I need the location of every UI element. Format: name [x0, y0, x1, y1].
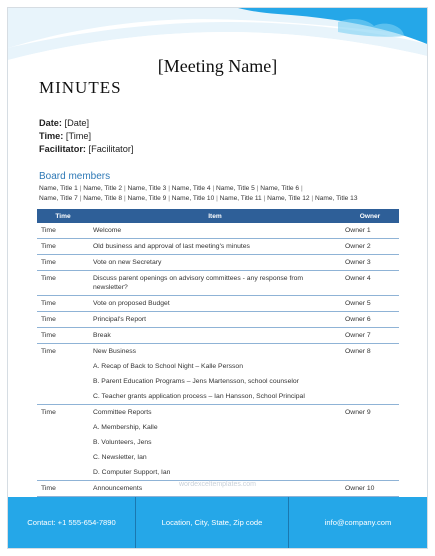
board-member: Name, Title 2 — [83, 185, 123, 192]
agenda-item-cell — [89, 271, 341, 296]
column-header-item: Item — [89, 209, 341, 223]
footer-bar — [8, 497, 427, 548]
column-header-owner: Owner — [341, 209, 399, 223]
meeting-name-title: [Meeting Name] — [157, 56, 278, 76]
column-header-time: Time — [37, 209, 89, 223]
agenda-subitem: B. Volunteers, Jens — [93, 439, 152, 446]
separator: | — [254, 185, 261, 192]
document-page — [8, 8, 427, 548]
date-line — [39, 117, 133, 130]
separator: | — [77, 185, 84, 192]
separator: | — [77, 195, 84, 202]
agenda-subitem: A. Recap of Back to School Night – Kalle Persson — [93, 363, 243, 370]
board-member: Name, Title 5 — [216, 185, 255, 192]
board-members-heading: Board members — [39, 171, 111, 182]
separator: | — [309, 195, 315, 202]
agenda-item: Committee Reports — [93, 409, 152, 416]
separator: | — [261, 195, 268, 202]
agenda-owner: Owner 5 — [341, 296, 399, 312]
footer-location: Location, City, State, Zip code — [135, 497, 289, 548]
board-member: Name, Title 8 — [83, 195, 123, 202]
agenda-row — [37, 328, 399, 344]
agenda-item: Vote on new Secretary — [93, 259, 162, 266]
agenda-time: Time — [37, 312, 89, 328]
board-members-list — [39, 184, 409, 204]
separator: | — [122, 195, 128, 202]
board-members-line — [39, 194, 409, 204]
agenda-item-cell — [89, 296, 341, 312]
agenda-header-row — [37, 209, 399, 223]
agenda-item-cell — [89, 255, 341, 271]
board-member: Name, Title 13 — [314, 195, 358, 202]
board-member: Name, Title 11 — [219, 195, 262, 202]
time-value: [Time] — [65, 131, 92, 141]
agenda-item: New Business — [93, 348, 137, 355]
agenda-time: Time — [37, 255, 89, 271]
agenda-owner: Owner 6 — [341, 312, 399, 328]
agenda-time: Time — [37, 223, 89, 239]
agenda-time: Time — [37, 328, 89, 344]
agenda-subitem: C. Teacher grants application process – Ian Hansson, School Principal — [93, 393, 305, 400]
board-member: Name, Title 1 — [39, 185, 78, 192]
footer-contact: Contact: +1 555-654-7890 — [27, 518, 116, 527]
agenda-owner: Owner 3 — [341, 255, 399, 271]
board-member: Name, Title 9 — [127, 195, 167, 202]
agenda-item: Discuss parent openings on advisory committees - any response from newsletter? — [93, 275, 304, 291]
agenda-time: Time — [37, 271, 89, 296]
facilitator-label: Facilitator: — [39, 144, 86, 154]
agenda-row — [37, 344, 399, 405]
separator: | — [166, 195, 172, 202]
minutes-heading: MINUTES — [39, 78, 122, 97]
agenda-item-cell — [89, 223, 341, 239]
agenda-row — [37, 405, 399, 481]
meeting-details — [39, 117, 133, 156]
footer-email: info@company.com — [324, 518, 392, 527]
agenda-time: Time — [37, 405, 89, 481]
time-label: Time: — [39, 131, 64, 141]
separator: | — [122, 185, 128, 192]
agenda-subitem: A. Membership, Kalle — [93, 424, 158, 431]
agenda-item-cell — [89, 344, 341, 405]
date-value: [Date] — [64, 118, 90, 128]
agenda-subitem: C. Newsletter, Ian — [93, 454, 147, 461]
agenda-time: Time — [37, 481, 89, 497]
agenda-owner: Owner 7 — [341, 328, 399, 344]
agenda-item-cell — [89, 239, 341, 255]
board-member: Name, Title 4 — [171, 185, 211, 192]
watermark: wordexceltemplates.com — [178, 481, 257, 488]
agenda-item: Old business and approval of last meeting's minutes — [93, 243, 250, 250]
agenda-owner: Owner 10 — [341, 481, 399, 497]
facilitator-line — [39, 143, 133, 156]
agenda-time: Time — [37, 296, 89, 312]
date-label: Date: — [39, 118, 62, 128]
board-member: Name, Title 10 — [171, 195, 215, 202]
agenda-table — [37, 209, 399, 497]
board-member: Name, Title 7 — [39, 195, 78, 202]
agenda-item-cell — [89, 328, 341, 344]
separator: | — [214, 195, 220, 202]
separator: | — [166, 185, 172, 192]
agenda-owner: Owner 2 — [341, 239, 399, 255]
agenda-item: Break — [93, 332, 111, 339]
board-members-line — [39, 184, 409, 194]
agenda-item: Principal's Report — [93, 316, 147, 323]
agenda-row — [37, 271, 399, 296]
agenda-item: Vote on proposed Budget — [93, 300, 170, 307]
board-member: Name, Title 3 — [127, 185, 167, 192]
separator: | — [299, 185, 303, 192]
time-line — [39, 130, 133, 143]
agenda-owner: Owner 9 — [341, 405, 399, 481]
agenda-owner: Owner 1 — [341, 223, 399, 239]
agenda-item-cell — [89, 405, 341, 481]
agenda-time: Time — [37, 239, 89, 255]
agenda-item: Welcome — [93, 227, 122, 234]
facilitator-value: [Facilitator] — [88, 144, 134, 154]
agenda-row — [37, 239, 399, 255]
agenda-subitem: D. Computer Support, Ian — [93, 469, 171, 476]
agenda-row — [37, 255, 399, 271]
agenda-owner: Owner 8 — [341, 344, 399, 405]
board-member: Name, Title 6 — [260, 185, 300, 192]
agenda-row — [37, 312, 399, 328]
agenda-item-cell — [89, 312, 341, 328]
agenda-item: Announcements — [93, 485, 143, 492]
agenda-time: Time — [37, 344, 89, 405]
agenda-row — [37, 296, 399, 312]
agenda-subitem: B. Parent Education Programs – Jens Martensson, school counselor — [93, 378, 299, 385]
board-member: Name, Title 12 — [267, 195, 310, 202]
separator: | — [210, 185, 216, 192]
agenda-row — [37, 223, 399, 239]
agenda-owner: Owner 4 — [341, 271, 399, 296]
